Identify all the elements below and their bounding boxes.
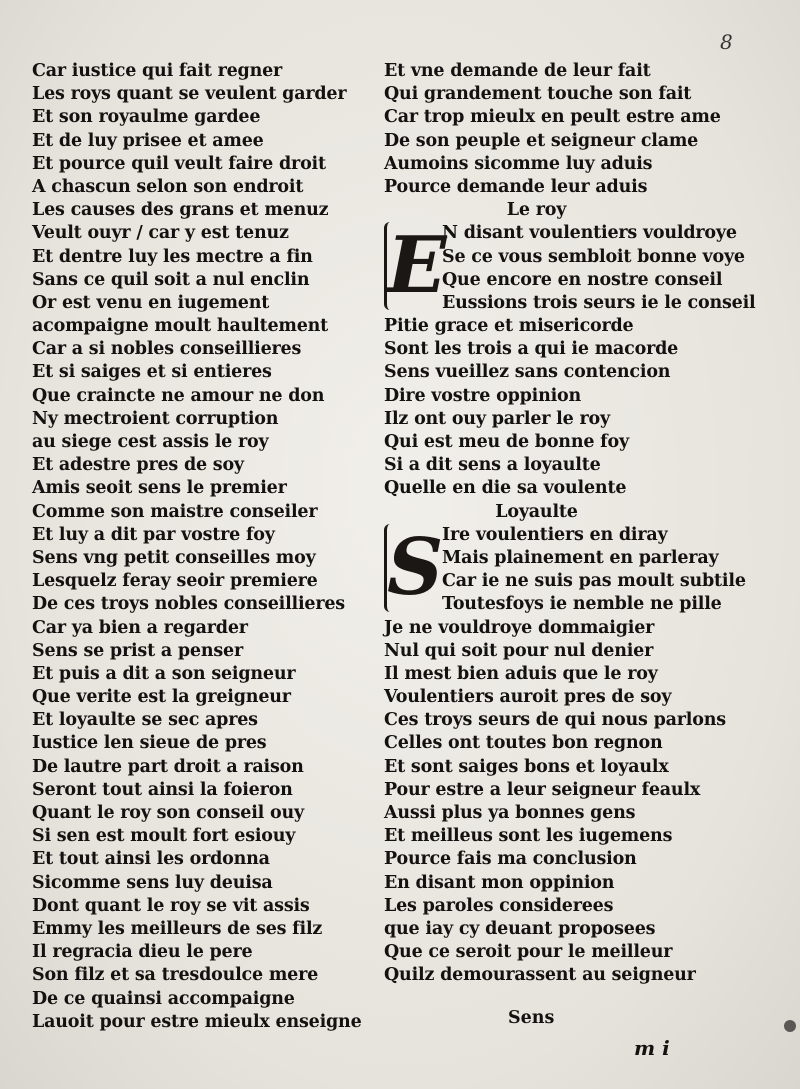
speaker-heading-roy: Le roy: [506, 200, 567, 221]
verse-line: Pource demande leur aduis: [384, 176, 648, 197]
verse-line: De ce quainsi accompaigne: [32, 988, 295, 1009]
verse-line: Sicomme sens luy deuisa: [32, 872, 273, 893]
verse-line: Pitie grace et misericorde: [384, 316, 634, 337]
verse-line: Ny mectroient corruption: [32, 408, 279, 429]
verse-line: Ire voulentiers en diray: [442, 524, 668, 545]
verse-line: En disant mon oppinion: [384, 872, 615, 893]
verse-line: De lautre part droit a raison: [32, 756, 304, 777]
verse-line: Voulentiers auroit pres de soy: [384, 687, 672, 708]
verse-line: Les causes des grans et menuz: [32, 200, 329, 221]
verse-line: Sens vng petit conseilles moy: [32, 547, 316, 568]
verse-line: Lauoit pour estre mieulx enseigne: [32, 1011, 362, 1032]
verse-line: Car iustice qui fait regner: [32, 61, 283, 81]
verse-line: Et puis a dit a son seigneur: [32, 663, 296, 684]
verse-line: Et de luy prisee et amee: [32, 130, 264, 151]
verse-line: Qui grandement touche son fait: [384, 84, 692, 105]
verse-line: Et dentre luy les mectre a fin: [32, 246, 313, 267]
verse-line: au siege cest assis le roy: [32, 432, 269, 452]
verse-line: Iustice len sieue de pres: [32, 733, 267, 754]
verse-line: Or est venu en iugement: [32, 292, 270, 313]
verse-line: Son filz et sa tresdoulce mere: [32, 965, 319, 986]
verse-line: Sans ce quil soit a nul enclin: [32, 269, 310, 290]
verse-line: Sens se prist a penser: [32, 640, 243, 661]
initial-block-loyaulte: [384, 521, 746, 617]
right-column: [384, 60, 756, 988]
verse-line: N disant voulentiers vouldroye: [442, 223, 737, 244]
verse-line: Car a si nobles conseillieres: [32, 339, 302, 360]
verse-line: Et si saiges et si entieres: [32, 362, 272, 383]
verse-line: Si a dit sens a loyaulte: [384, 455, 601, 476]
verse-line: De ces troys nobles conseillieres: [32, 594, 345, 615]
verse-line: Pource fais ma conclusion: [384, 849, 637, 870]
verse-line: Car trop mieulx en peult estre ame: [384, 107, 721, 128]
verse-line: Mais plainement en parleray: [442, 547, 719, 568]
verse-line: A chascun selon son endroit: [32, 176, 304, 197]
verse-line: Veult ouyr / car y est tenuz: [32, 223, 289, 244]
verse-line: Celles ont toutes bon regnon: [384, 733, 663, 754]
verse-line: Si sen est moult fort esiouy: [32, 826, 296, 847]
verse-line: Les roys quant se veulent garder: [32, 84, 347, 105]
verse-line: Il mest bien aduis que le roy: [384, 663, 658, 684]
verse-line: Et meilleus sont les iugemens: [384, 826, 673, 847]
verse-line: Quilz demourassent au seigneur: [384, 965, 696, 986]
decorated-initial-e: E: [384, 222, 433, 310]
verse-line: Toutesfoys ie nemble ne pille: [442, 594, 722, 615]
verse-line: Et loyaulte se sec apres: [32, 710, 258, 731]
verse-line: Et sont saiges bons et loyaulx: [384, 756, 669, 777]
verse-line: Les paroles considerees: [384, 895, 614, 916]
verse-line: Il regracia dieu le pere: [32, 942, 253, 963]
verse-line: Seront tout ainsi la foieron: [32, 779, 293, 800]
verse-line: Pour estre a leur seigneur feaulx: [384, 779, 701, 800]
verse-line: Que ce seroit pour le meilleur: [384, 942, 673, 963]
verse-line: De son peuple et seigneur clame: [384, 130, 699, 151]
verse-line: Sont les trois a qui ie macorde: [384, 339, 679, 360]
verse-line: Et tout ainsi les ordonna: [32, 849, 270, 870]
verse-line: Se ce vous sembloit bonne voye: [442, 246, 745, 267]
verse-line: Aussi plus ya bonnes gens: [384, 803, 636, 823]
verse-line: Et luy a dit par vostre foy: [32, 524, 275, 545]
verse-line: acompaigne moult haultement: [32, 316, 329, 337]
verse-line: Que verite est la greigneur: [32, 687, 291, 708]
verse-line: Eussions trois seurs ie le conseil: [442, 292, 756, 313]
verse-line: Ces troys seurs de qui nous parlons: [384, 710, 726, 731]
verse-line: Sens vueillez sans contencion: [384, 362, 671, 383]
page-edge-mark: [784, 1020, 796, 1032]
verse-line: Dont quant le roy se vit assis: [32, 895, 310, 916]
catchword: Sens: [508, 1008, 555, 1028]
decorated-initial-s: S: [384, 524, 433, 612]
verse-line: Et adestre pres de soy: [32, 455, 244, 476]
verse-line: Que craincte ne amour ne don: [32, 385, 325, 406]
verse-line: Je ne vouldroye dommaigier: [384, 617, 655, 638]
verse-line: Nul qui soit pour nul denier: [384, 640, 654, 661]
verse-line: Emmy les meilleurs de ses filz: [32, 918, 323, 939]
verse-line: Amis seoit sens le premier: [32, 478, 287, 499]
verse-line: que iay cy deuant proposees: [384, 918, 656, 939]
verse-line: Que encore en nostre conseil: [442, 269, 723, 290]
verse-line: Quelle en die sa voulente: [384, 478, 627, 499]
verse-line: Et vne demande de leur fait: [384, 61, 651, 81]
folio-number: 8: [720, 30, 733, 54]
verse-line: Ilz ont ouy parler le roy: [384, 408, 610, 429]
verse-line: Et pource quil veult faire droit: [32, 153, 326, 174]
verse-line: Car ya bien a regarder: [32, 617, 248, 638]
verse-line: Et son royaulme gardee: [32, 107, 261, 128]
verse-line: Comme son maistre conseiler: [32, 501, 318, 522]
signature-mark: m i: [634, 1036, 670, 1060]
verse-line: Aumoins sicomme luy aduis: [384, 153, 653, 174]
verse-line: Car ie ne suis pas moult subtile: [442, 571, 746, 592]
verse-line: Quant le roy son conseil ouy: [32, 803, 304, 823]
verse-line: Dire vostre oppinion: [384, 385, 582, 406]
verse-line: Qui est meu de bonne foy: [384, 432, 629, 452]
initial-block-roy: [384, 220, 756, 315]
left-column: [32, 60, 362, 1034]
speaker-heading-loyaulte: Loyaulte: [495, 501, 578, 522]
verse-line: Lesquelz feray seoir premiere: [32, 571, 318, 592]
